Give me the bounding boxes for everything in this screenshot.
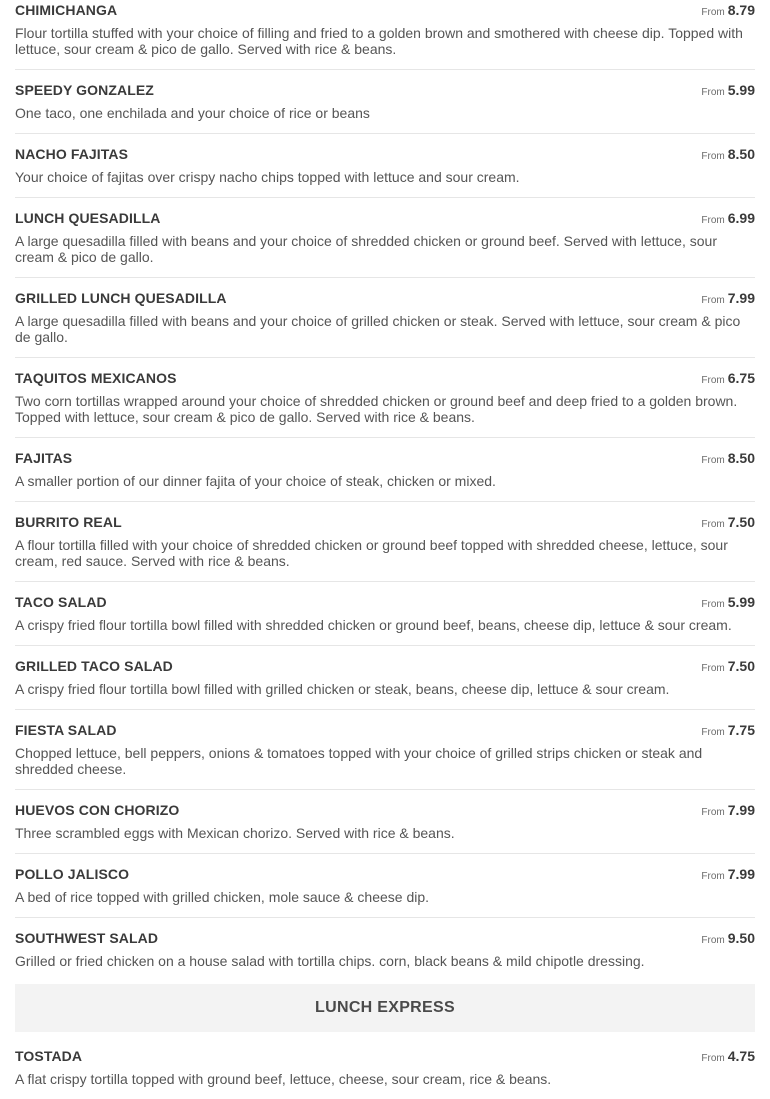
item-price <box>701 1048 755 1067</box>
price-value: 7.50 <box>727 514 755 530</box>
item-name: HUEVOS CON CHORIZO <box>15 802 180 818</box>
price-value: 7.50 <box>727 658 755 674</box>
from-label: From <box>701 519 725 530</box>
menu-item-grilled-lunch-quesadilla[interactable] <box>15 290 755 357</box>
price-value: 4.75 <box>727 1048 755 1064</box>
price-value: 5.99 <box>727 82 755 98</box>
item-description: Three scrambled eggs with Mexican chorizo. Served with rice & beans. <box>15 825 455 841</box>
price-value: 8.50 <box>727 450 755 466</box>
menu-list <box>15 0 755 1099</box>
item-description: Your choice of fajitas over crispy nacho chips topped with lettuce and sour cream. <box>15 169 520 185</box>
from-label: From <box>701 1053 725 1064</box>
divider <box>15 357 755 358</box>
item-name: BURRITO REAL <box>15 514 122 530</box>
from-label: From <box>701 871 725 882</box>
item-price <box>701 930 755 949</box>
menu-item-chimichanga[interactable] <box>15 2 755 69</box>
menu-item-lunch-quesadilla[interactable] <box>15 210 755 277</box>
divider <box>15 277 755 278</box>
item-description: Two corn tortillas wrapped around your choice of shredded chicken or ground beef and deep fried to a golden brown. Topped with lettuce, sour cream & pico de gallo. Served with rice & beans. <box>15 393 738 425</box>
item-price <box>701 290 755 309</box>
item-description: A large quesadilla filled with beans and your choice of grilled chicken or steak. Served with lettuce, sour cream & pico de gallo. <box>15 313 741 345</box>
from-label: From <box>701 599 725 610</box>
from-label: From <box>701 935 725 946</box>
divider <box>15 501 755 502</box>
item-description: A bed of rice topped with grilled chicken, mole sauce & cheese dip. <box>15 889 430 905</box>
item-price <box>701 802 755 821</box>
from-label: From <box>701 807 725 818</box>
item-name: FAJITAS <box>15 450 73 466</box>
item-name: FIESTA SALAD <box>15 722 117 738</box>
price-value: 7.99 <box>727 290 755 306</box>
price-value: 8.50 <box>727 146 755 162</box>
from-label: From <box>701 375 725 386</box>
item-price <box>701 594 755 613</box>
divider <box>15 645 755 646</box>
menu-item-grilled-taco-salad[interactable] <box>15 658 755 709</box>
menu-item-tostada[interactable] <box>15 1048 755 1099</box>
item-price <box>701 370 755 389</box>
price-value: 9.50 <box>727 930 755 946</box>
from-label: From <box>701 215 725 226</box>
from-label: From <box>701 7 725 18</box>
price-value: 7.75 <box>727 722 755 738</box>
price-value: 7.99 <box>727 802 755 818</box>
price-value: 5.99 <box>727 594 755 610</box>
divider <box>15 709 755 710</box>
price-value: 7.99 <box>727 866 755 882</box>
price-value: 8.79 <box>727 2 755 18</box>
item-price <box>701 82 755 101</box>
item-description: Chopped lettuce, bell peppers, onions & tomatoes topped with your choice of grilled strips chicken or steak and shredded cheese. <box>15 745 703 777</box>
item-price <box>701 2 755 21</box>
from-label: From <box>701 295 725 306</box>
item-description: A smaller portion of our dinner fajita of your choice of steak, chicken or mixed. <box>15 473 496 489</box>
menu-item-speedy-gonzalez[interactable] <box>15 82 755 133</box>
item-description: One taco, one enchilada and your choice of rice or beans <box>15 105 370 121</box>
item-name: LUNCH QUESADILLA <box>15 210 161 226</box>
item-price <box>701 658 755 677</box>
from-label: From <box>701 455 725 466</box>
menu-item-burrito-real[interactable] <box>15 514 755 581</box>
menu-item-fajitas[interactable] <box>15 450 755 501</box>
item-description: A crispy fried flour tortilla bowl filled with grilled chicken or steak, beans, cheese dip, lettuce & sour cream. <box>15 681 670 697</box>
item-price <box>701 514 755 533</box>
divider <box>15 437 755 438</box>
section-header-lunch-express: LUNCH EXPRESS <box>15 984 755 1032</box>
divider <box>15 853 755 854</box>
item-name: TAQUITOS MEXICANOS <box>15 370 177 386</box>
divider <box>15 133 755 134</box>
from-label: From <box>701 663 725 674</box>
divider <box>15 197 755 198</box>
divider <box>15 581 755 582</box>
divider <box>15 69 755 70</box>
item-description: A flat crispy tortilla topped with ground beef, lettuce, cheese, sour cream, rice & beans. <box>15 1071 552 1087</box>
item-name: TOSTADA <box>15 1048 83 1064</box>
item-price <box>701 866 755 885</box>
divider <box>15 789 755 790</box>
item-description: A large quesadilla filled with beans and your choice of shredded chicken or ground beef. Served with lettuce, sour cream & pico de gallo. <box>15 233 717 265</box>
price-value: 6.75 <box>727 370 755 386</box>
menu-item-fiesta-salad[interactable] <box>15 722 755 789</box>
item-price <box>701 450 755 469</box>
item-name: SPEEDY GONZALEZ <box>15 82 154 98</box>
menu-item-southwest-salad[interactable] <box>15 930 755 981</box>
item-name: SOUTHWEST SALAD <box>15 930 159 946</box>
item-price <box>701 146 755 165</box>
item-description: Flour tortilla stuffed with your choice of filling and fried to a golden brown and smothered with cheese dip. Topped with lettuce, sour cream & pico de gallo. Served with rice & beans. <box>15 25 743 57</box>
divider <box>15 917 755 918</box>
from-label: From <box>701 151 725 162</box>
price-value: 6.99 <box>727 210 755 226</box>
item-name: POLLO JALISCO <box>15 866 130 882</box>
menu-item-taquitos-mexicanos[interactable] <box>15 370 755 437</box>
item-name: TACO SALAD <box>15 594 107 610</box>
item-description: A flour tortilla filled with your choice of shredded chicken or ground beef topped with shredded cheese, lettuce, sour cream, red sauce. Served with rice & beans. <box>15 537 728 569</box>
menu-item-pollo-jalisco[interactable] <box>15 866 755 917</box>
item-name: GRILLED LUNCH QUESADILLA <box>15 290 227 306</box>
menu-item-nacho-fajitas[interactable] <box>15 146 755 197</box>
item-price <box>701 722 755 741</box>
item-name: NACHO FAJITAS <box>15 146 129 162</box>
item-price <box>701 210 755 229</box>
item-description: Grilled or fried chicken on a house salad with tortilla chips. corn, black beans & mild chipotle dressing. <box>15 953 645 969</box>
menu-item-huevos-con-chorizo[interactable] <box>15 802 755 853</box>
item-name: CHIMICHANGA <box>15 2 118 18</box>
item-name: GRILLED TACO SALAD <box>15 658 173 674</box>
from-label: From <box>701 87 725 98</box>
menu-item-taco-salad[interactable] <box>15 594 755 645</box>
item-description: A crispy fried flour tortilla bowl filled with shredded chicken or ground beef, beans, cheese dip, lettuce & sour cream. <box>15 617 732 633</box>
from-label: From <box>701 727 725 738</box>
